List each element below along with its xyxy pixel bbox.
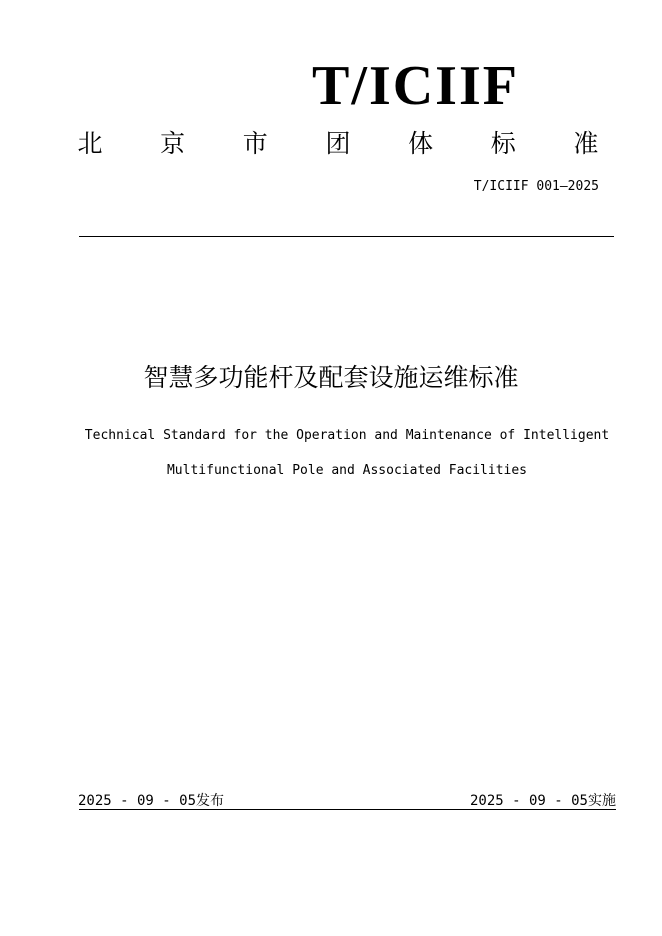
header-divider [79, 236, 614, 237]
logo-code: T/ICIIF [312, 55, 519, 117]
category-char: 准 [573, 129, 599, 158]
category-char: 团 [325, 129, 351, 158]
title-english-line1: Technical Standard for the Operation and Maintenance of Intelligent [84, 428, 610, 443]
standard-category [76, 122, 600, 162]
issue-date: 2025 - 09 - 05发布 [78, 793, 225, 809]
implementation-date: 2025 - 09 - 05实施 [469, 793, 616, 809]
title-chinese: 智慧多功能杆及配套设施运维标准 [143, 363, 519, 392]
category-char: 北 [77, 129, 103, 158]
category-char: 标 [490, 129, 516, 158]
category-char: 市 [242, 129, 268, 158]
title-english-line2: Multifunctional Pole and Associated Facilities [166, 463, 528, 478]
category-char: 体 [408, 129, 434, 158]
footer-divider [79, 809, 616, 810]
standard-number: T/ICIIF 001—2025 [473, 179, 599, 194]
category-char: 京 [160, 129, 186, 158]
